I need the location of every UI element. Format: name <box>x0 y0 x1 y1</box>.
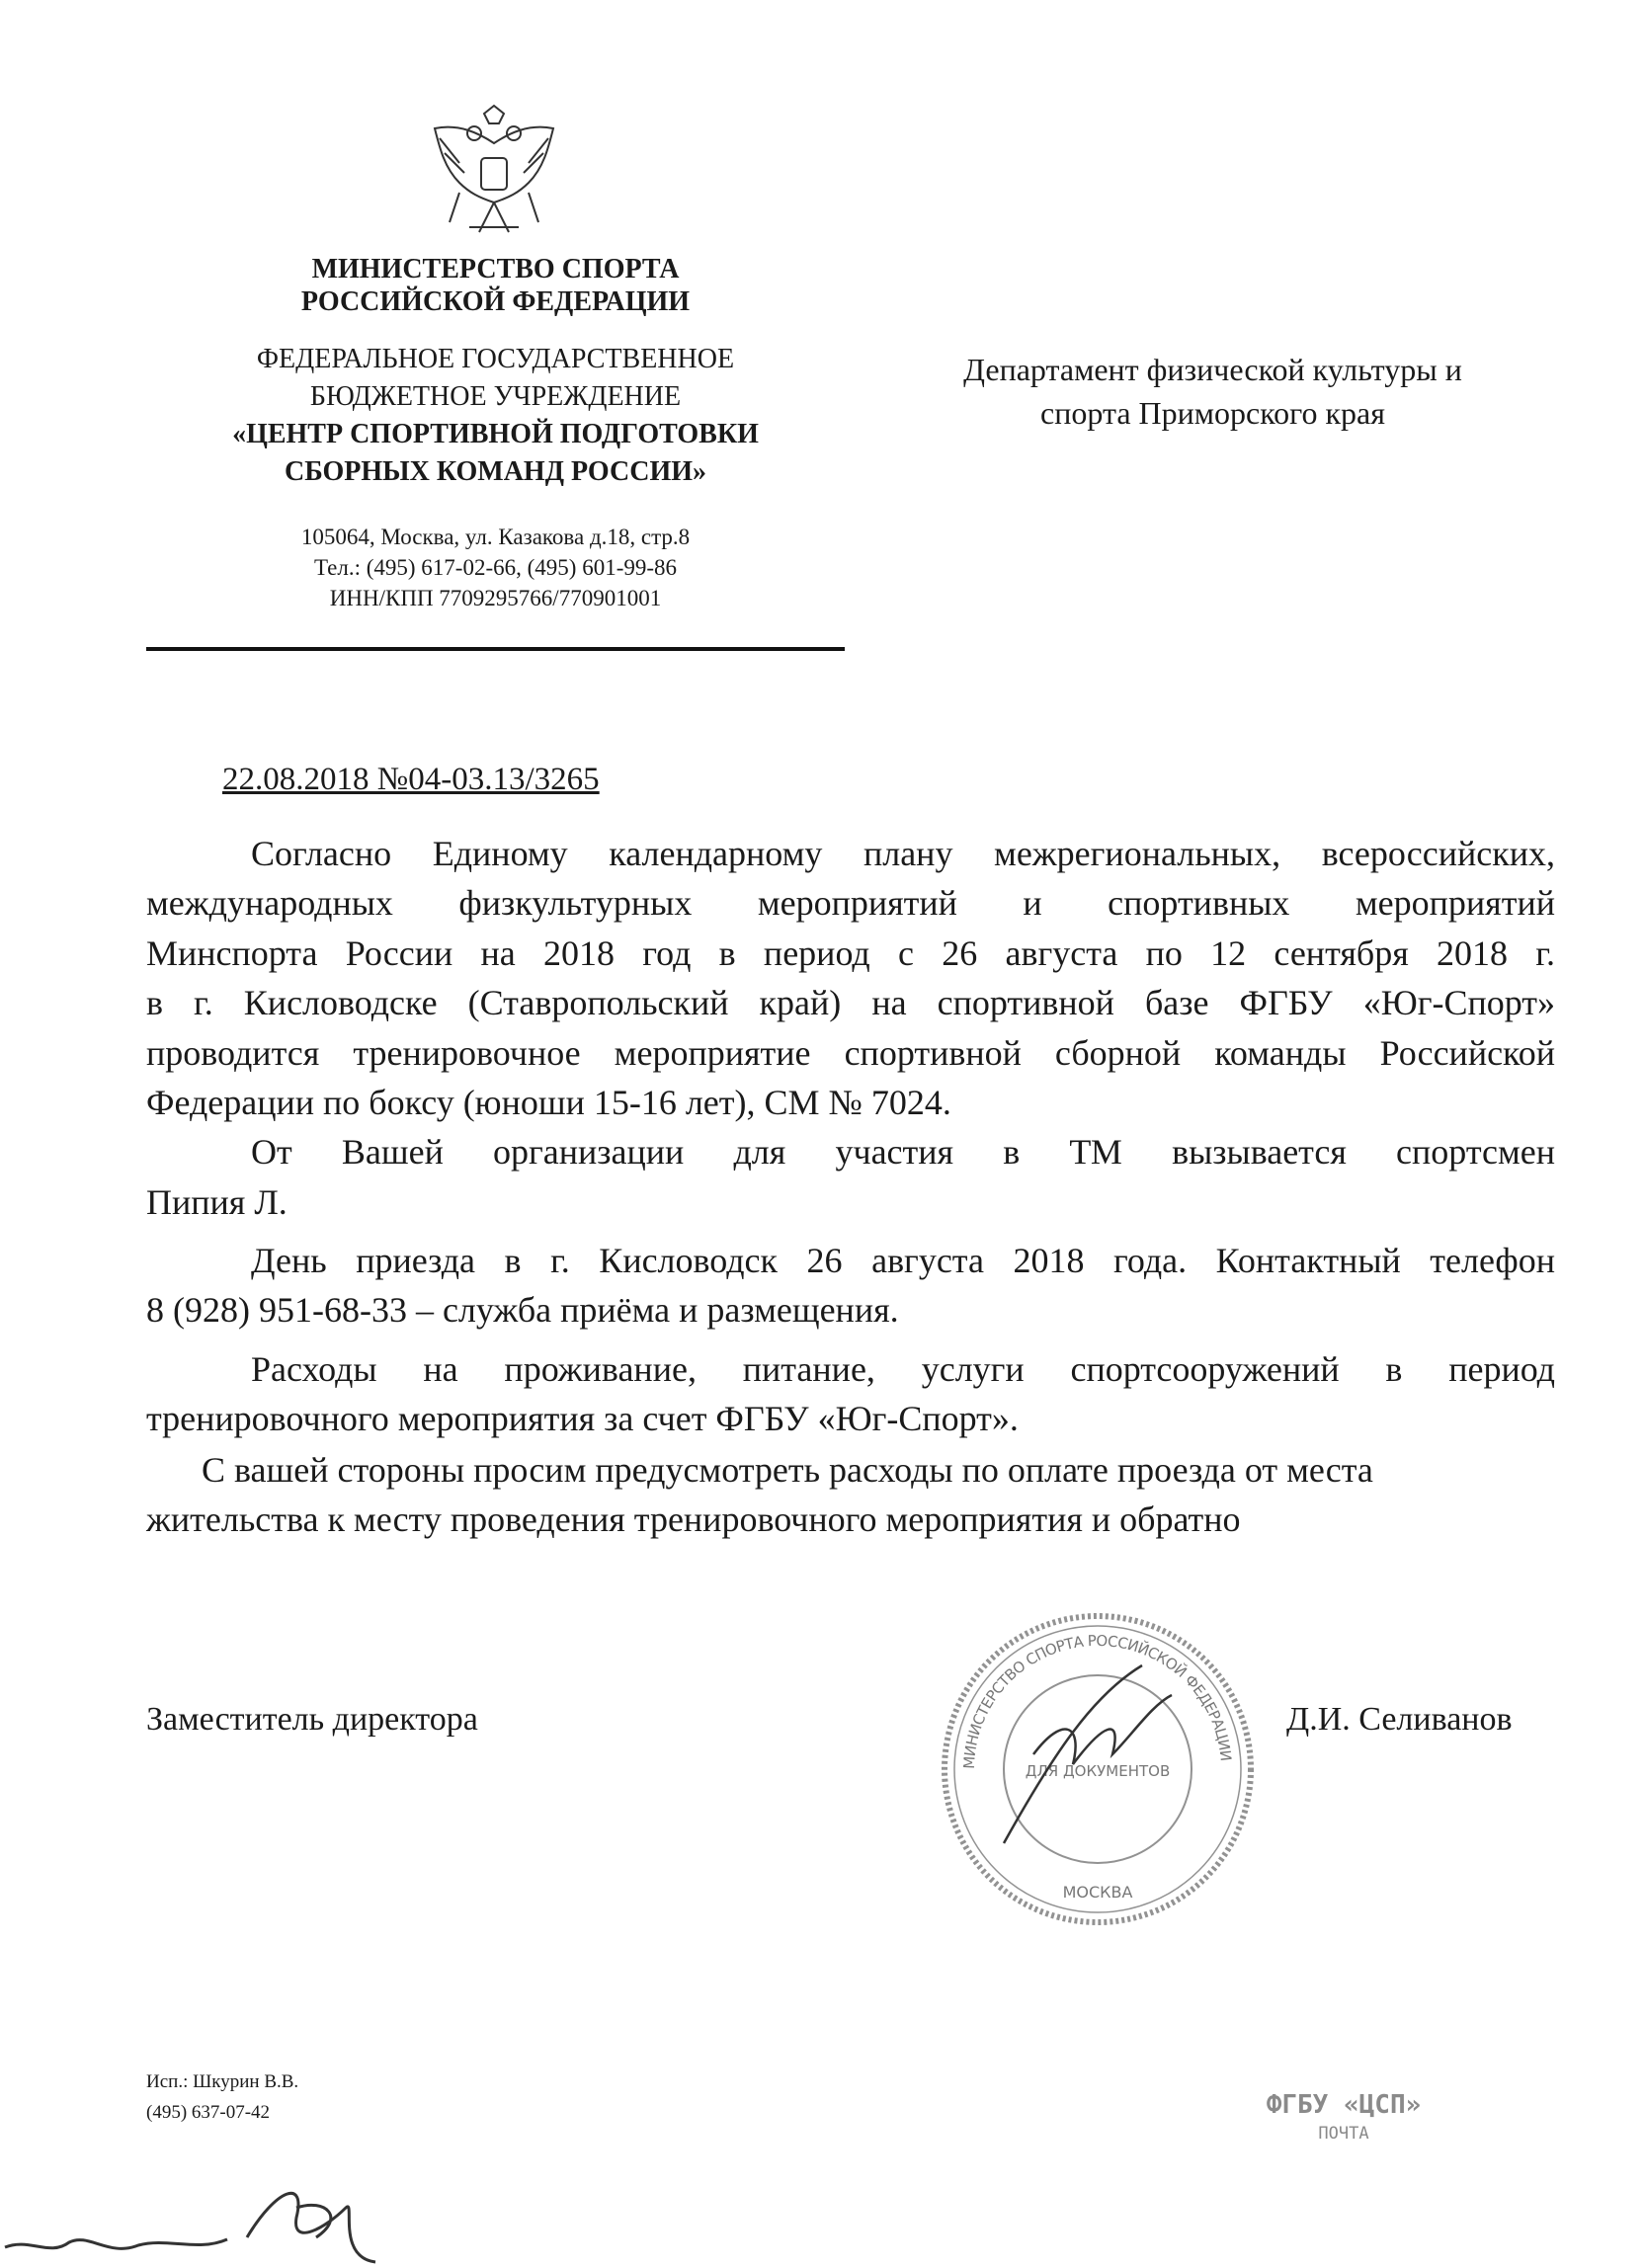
executor-name: Исп.: Шкурин В.В. <box>146 2071 299 2092</box>
signer-position: Заместитель директора <box>146 1701 478 1738</box>
header-divider <box>146 647 845 651</box>
double-headed-eagle-emblem-icon <box>420 104 568 247</box>
org-name-line: СБОРНЫХ КОМАНД РОССИИ» <box>284 456 707 487</box>
body-line: международных физкультурных мероприятий и спортивных мероприятий <box>146 883 1555 923</box>
reference-number: 22.08.2018 №04-03.13/3265 <box>222 762 600 797</box>
body-line: Федерации по боксу (юноши 15-16 лет), СМ № 7024. <box>146 1083 951 1122</box>
executor-block <box>146 2066 298 2128</box>
recipient-line: спорта Приморского края <box>1040 395 1385 431</box>
address: 105064, Москва, ул. Казакова д.18, стр.8 <box>300 525 691 549</box>
body-line: Согласно Единому календарному плану межрегиональных, всероссийских, <box>251 834 1555 873</box>
org-type-line: БЮДЖЕТНОЕ УЧРЕЖДЕНИЕ <box>309 381 682 412</box>
org-name-line: «ЦЕНТР СПОРТИВНОЙ ПОДГОТОВКИ <box>232 419 759 449</box>
body-line: День приезда в г. Кисловодск 26 августа 2018 года. Контактный телефон <box>251 1241 1555 1280</box>
ministry-line: МИНИСТЕРСТВО СПОРТА <box>311 254 680 284</box>
mail-stamp-label: ПОЧТА <box>1318 2124 1369 2144</box>
recipient-line: Департамент физической культуры и <box>963 352 1462 387</box>
body-line: в г. Кисловодске (Ставропольский край) на спортивной базе ФГБУ «Юг-Спорт» <box>146 983 1555 1022</box>
svg-text:МОСКВА: МОСКВА <box>1062 1883 1133 1902</box>
ministry-line: РОССИЙСКОЙ ФЕДЕРАЦИИ <box>300 286 691 317</box>
mail-stamp <box>1245 2090 1442 2144</box>
body-line: С вашей стороны просим предусмотреть расходы по оплате проезда от места <box>202 1450 1373 1490</box>
body-line: тренировочного мероприятия за счет ФГБУ «Юг-Спорт». <box>146 1399 1019 1438</box>
signer-name: Д.И. Селиванов <box>1286 1701 1513 1738</box>
official-seal-icon <box>935 1606 1261 1932</box>
org-type-line: ФЕДЕРАЛЬНОЕ ГОСУДАРСТВЕННОЕ <box>256 344 735 374</box>
body-line: жительства к месту проведения тренировочного мероприятия и обратно <box>146 1499 1241 1539</box>
body-line: Минспорта России на 2018 год в период с 26 августа по 12 сентября 2018 г. <box>146 933 1555 973</box>
svg-text:МИНИСТЕРСТВО СПОРТА РОССИЙСКОЙ: МИНИСТЕРСТВО СПОРТА РОССИЙСКОЙ ФЕДЕРАЦИИ <box>959 1631 1235 1770</box>
body-line: 8 (928) 951-68-33 – служба приёма и размещения. <box>146 1290 899 1330</box>
mail-stamp-org: ФГБУ «ЦСП» <box>1266 2090 1422 2120</box>
recipient <box>869 348 1556 435</box>
body-line: проводится тренировочное мероприятие спортивной сборной команды Российской <box>146 1033 1555 1073</box>
handwritten-mark-icon <box>0 2168 435 2268</box>
body-line: Пипия Л. <box>146 1182 288 1222</box>
inn-kpp: ИНН/КПП 7709295766/770901001 <box>329 586 662 610</box>
executor-phone: (495) 637-07-42 <box>146 2102 271 2123</box>
body-line: От Вашей организации для участия в ТМ вызывается спортсмен <box>251 1132 1555 1172</box>
contact-block <box>146 522 845 613</box>
body-line: Расходы на проживание, питание, услуги спортсооружений в период <box>251 1349 1555 1389</box>
ministry-name <box>146 253 845 318</box>
organization-block <box>146 341 845 491</box>
svg-text:ДЛЯ ДОКУМЕНТОВ: ДЛЯ ДОКУМЕНТОВ <box>1025 1762 1171 1780</box>
phones: Тел.: (495) 617-02-66, (495) 601-99-86 <box>313 555 678 580</box>
